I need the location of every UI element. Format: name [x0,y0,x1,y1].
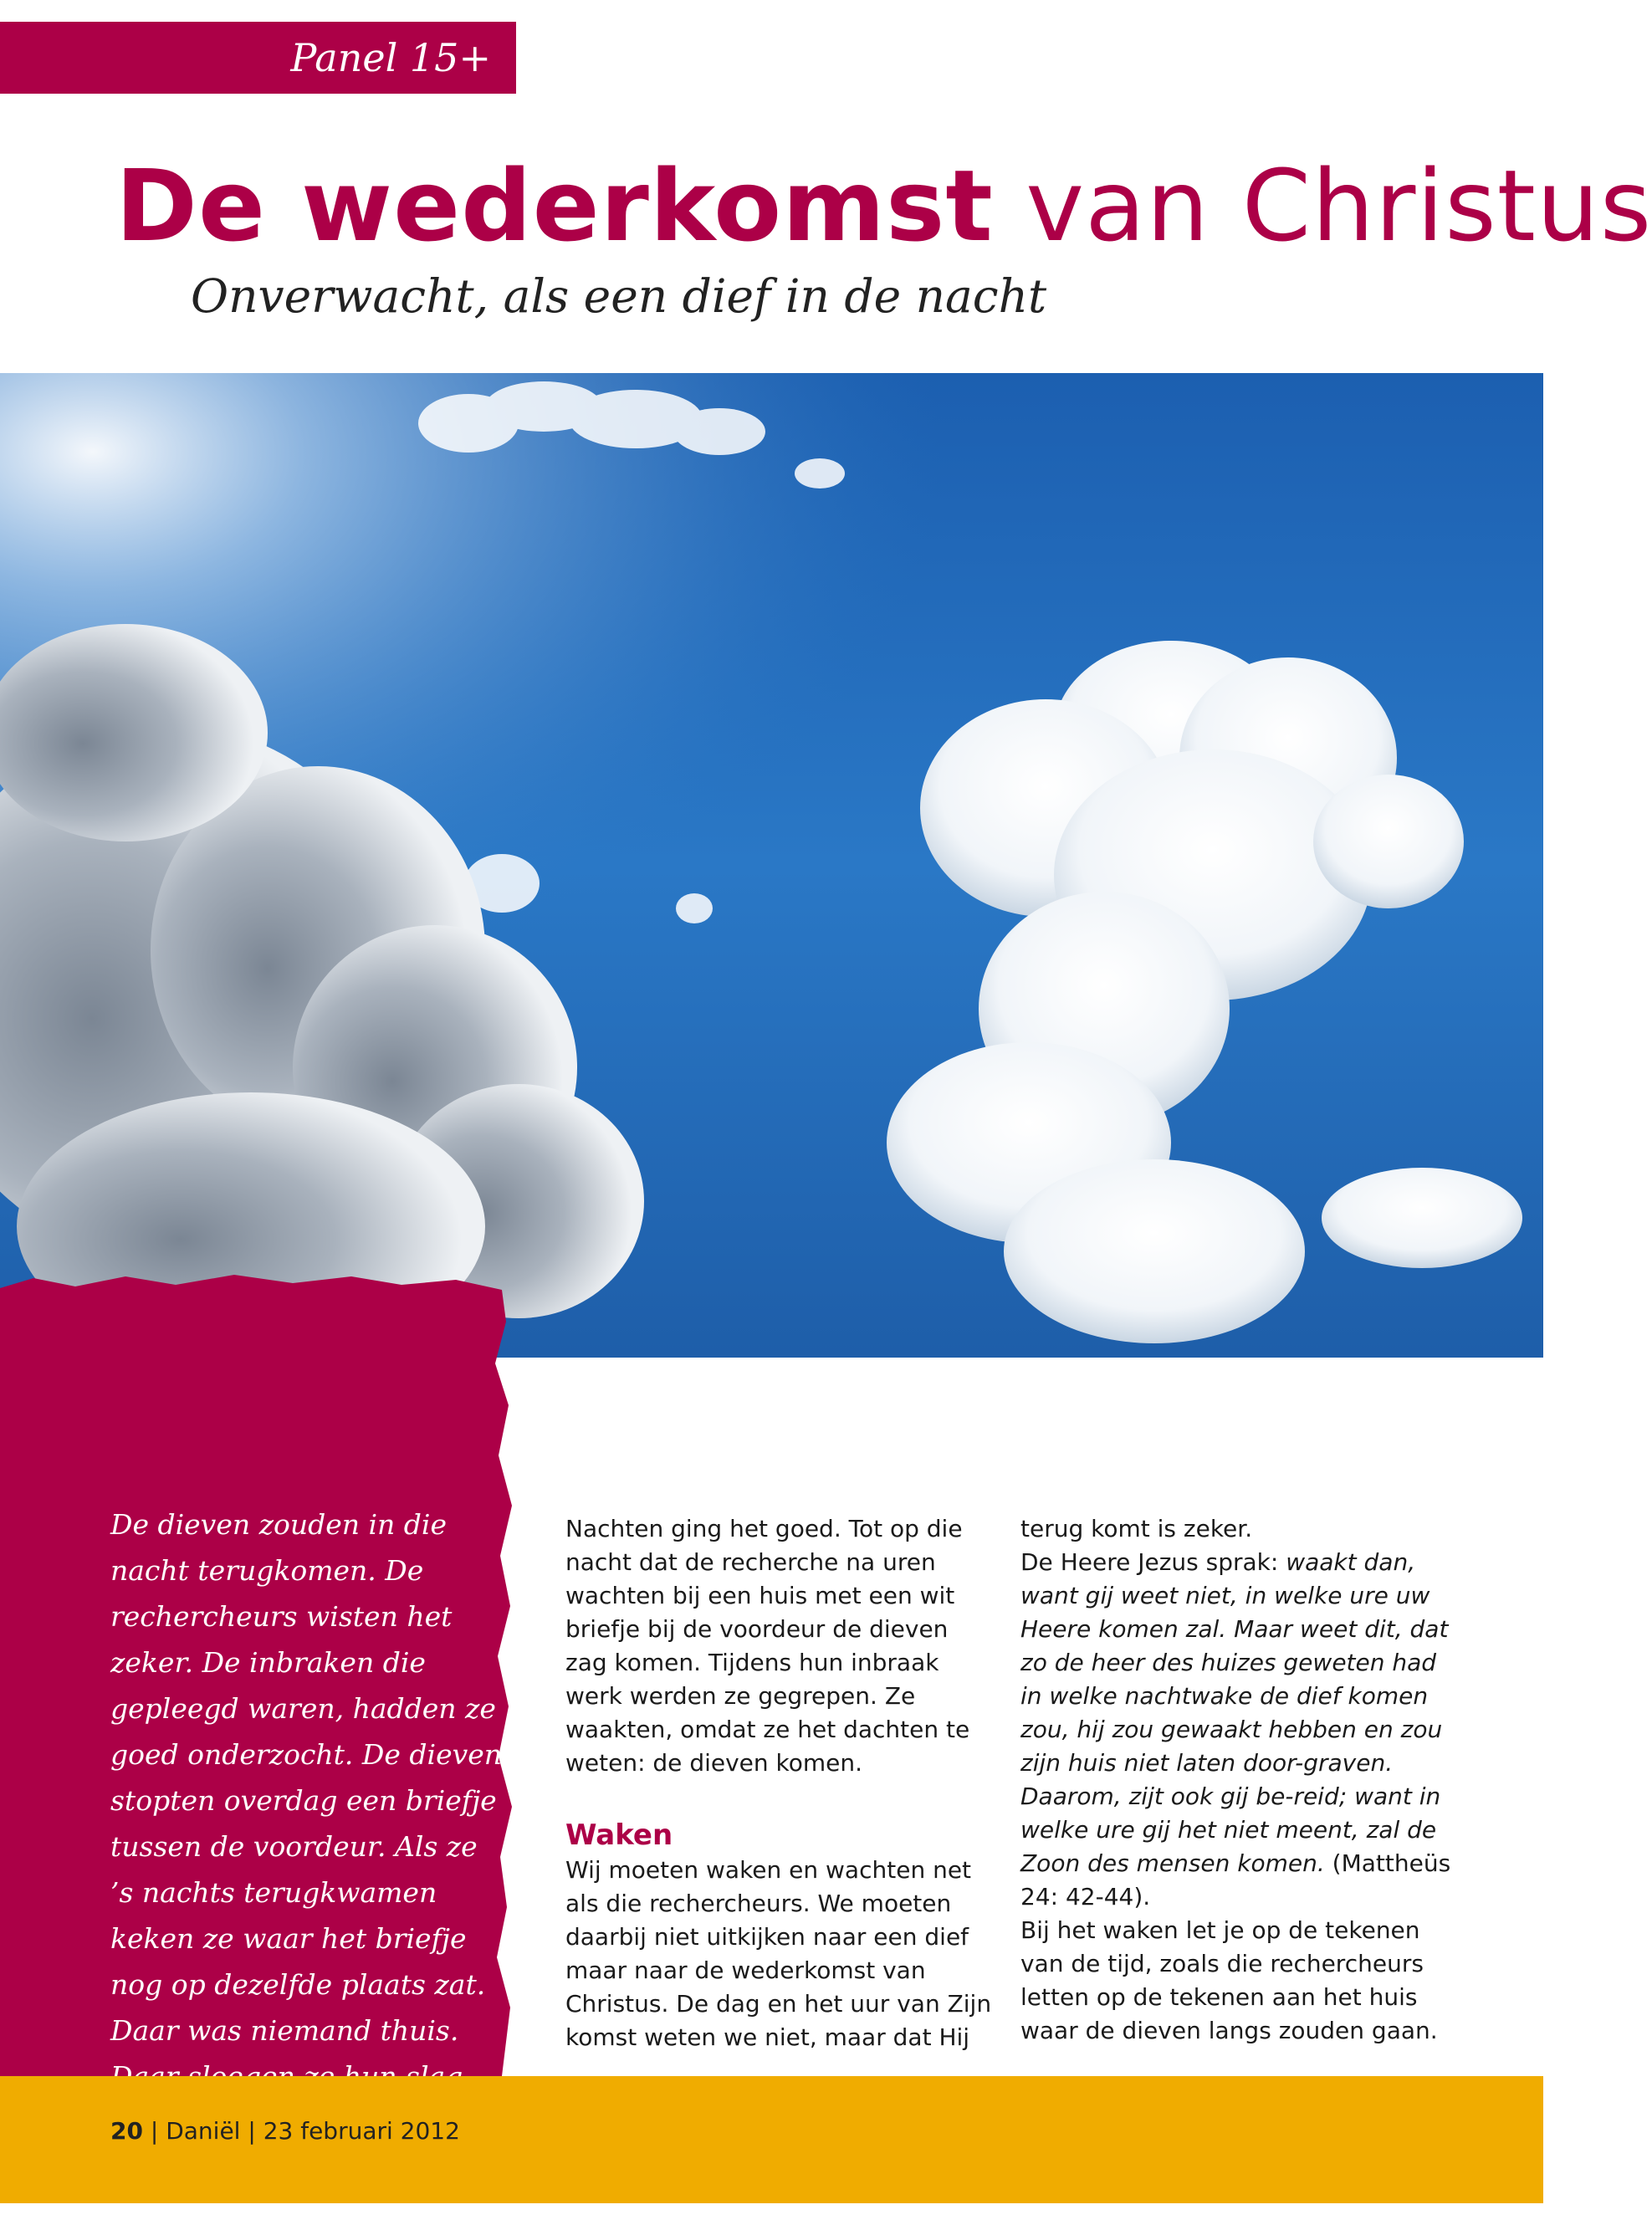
publication-date: 23 februari 2012 [263,2117,460,2145]
sky-clouds-photo [0,373,1543,1358]
bible-quote: waakt dan, want gij weet niet, in welke ure uw Heere komen zal. Maar weet dit, dat zo de heer des huizes geweten had in welke nachtwake de dief komen zou, hij zou gewaakt hebben en zou zijn huis niet laten door-graven. Daarom, zijt ook gij be-reid; want in welke ure gij het niet meent, zal de Zoon des mensen komen. [1020,1548,1449,1877]
body-paragraph: Bij het waken let je op de tekenen van de tijd, zoals die rechercheurs letten op de tekenen aan het huis waar de dieven langs zouden gaan. [1020,1916,1438,2044]
title-bold: De wederkomst [115,148,994,263]
panel-tag-label: Panel 15+ [290,35,491,80]
article-subtitle: Onverwacht, als een dief in de nacht [191,269,1047,323]
body-column-2 [1020,1512,1451,2048]
body-paragraph: terug komt is zeker. [1020,1515,1253,1542]
sky-clouds-illustration [0,373,1543,1358]
article-title [115,147,1652,264]
body-paragraph: Nachten ging het goed. Tot op die nacht dat de recherche na uren wachten bij een huis met een wit briefje bij de voordeur de dieven zag komen. Tijdens hun inbraak werk werden ze gegrepen. Ze waakten, omdat ze het dachten te weten: de dieven komen. [565,1515,970,1777]
quote-lead: De Heere Jezus sprak: [1020,1548,1286,1576]
footer-separator: | [240,2117,263,2145]
panel-tag [0,22,516,94]
footer-separator: | [142,2117,166,2145]
bible-reference: (Mattheüs 24: 42-44). [1020,1849,1451,1910]
body-column-1 [565,1512,996,2054]
body-paragraph: Wij moeten waken en wachten net als die rechercheurs. We moeten daarbij niet uitkijken naar een dief maar naar de wederkomst van Christus. De dag en het uur van Zijn komst weten we niet, maar dat Hij [565,1856,992,2051]
intro-text: De dieven zouden in die nacht terugkomen. De rechercheurs wisten het zeker. De inbraken die gepleegd waren, hadden ze goed onderzocht. De dieven stopten overdag een briefje tussen de voordeur. Als ze ’s nachts terugkwamen keken ze waar het briefje nog op dezelfde plaats zat. Daar was niemand thuis. [110,1508,503,2047]
page-number: 20 [110,2117,143,2145]
publication-name: Daniël [166,2117,241,2145]
section-heading-waken: Waken [565,1818,673,1852]
footer-info [110,2116,460,2146]
title-regular: van Christus [1025,148,1652,263]
body-paragraph-quote [1020,1546,1451,1914]
